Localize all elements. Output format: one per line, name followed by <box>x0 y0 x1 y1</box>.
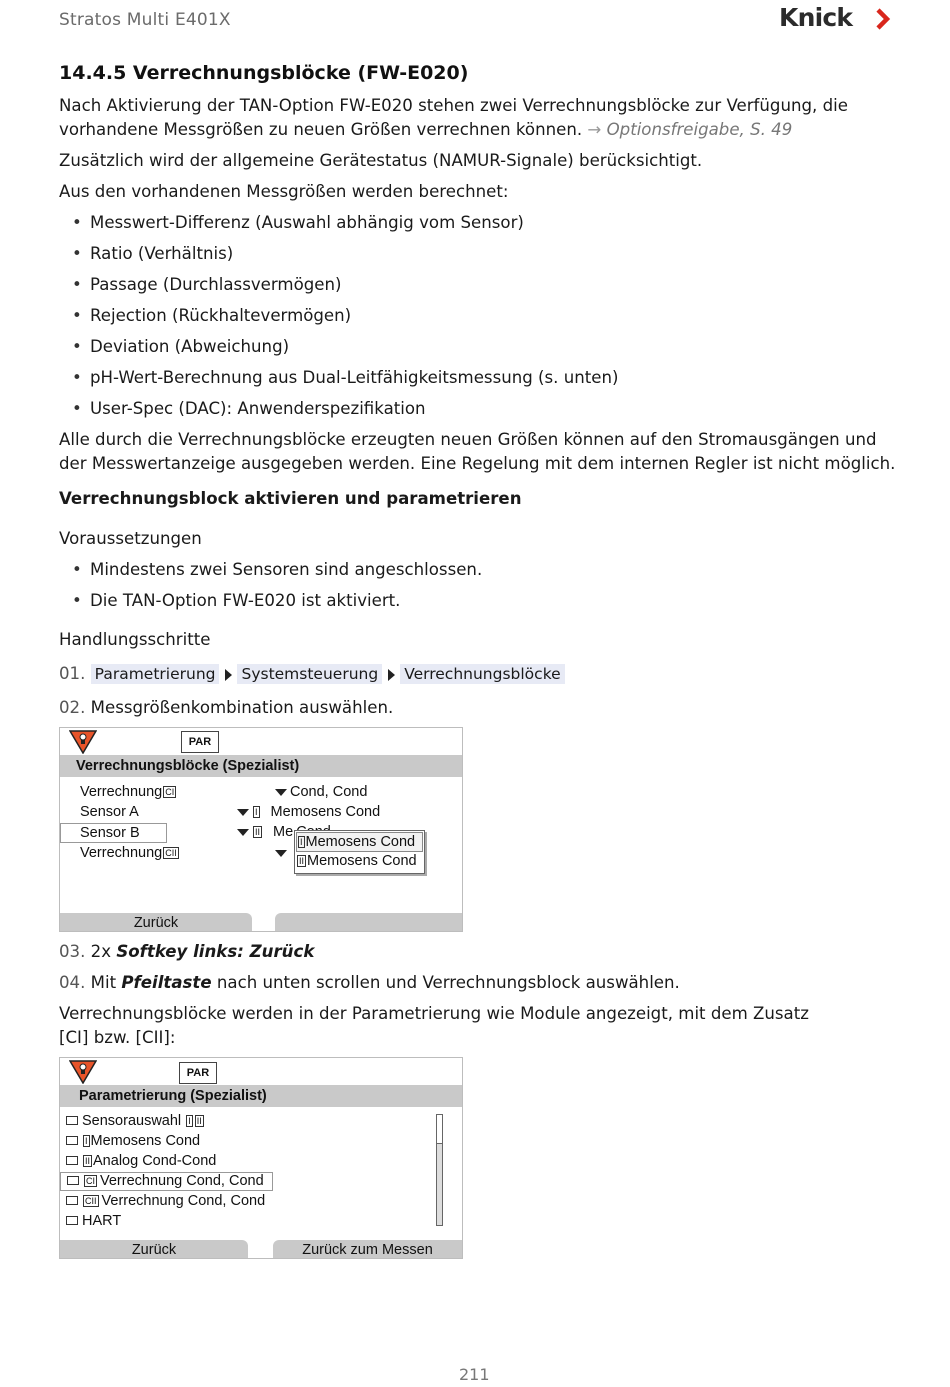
bullet-dot: • <box>72 213 82 232</box>
page-number: 211 <box>459 1365 490 1384</box>
dropdown-arrow-icon <box>237 829 249 836</box>
bullet-dot: • <box>72 399 82 418</box>
bullet-dot: • <box>72 368 82 387</box>
row-value-sensor-a[interactable]: I Memosens Cond <box>237 802 380 822</box>
sensor-ii-tag-icon: II <box>299 856 305 867</box>
par-mode-badge: PAR <box>179 1062 217 1084</box>
intro-line-2: vorhandene Messgrößen zu neuen Größen verrechnen können. → Optionsfreigabe, S. 49 <box>59 120 793 139</box>
step-number: 02. <box>59 698 86 717</box>
row-label-sensor-b[interactable]: Sensor B <box>60 823 167 843</box>
menu-item-sensorauswahl[interactable]: Sensorauswahl I II <box>66 1111 205 1131</box>
steps-title: Handlungsschritte <box>59 630 211 649</box>
step-2: 02. Messgrößenkombination auswählen. <box>59 698 394 717</box>
section-title: 14.4.5 Verrechnungsblöcke (FW-E020) <box>59 62 469 84</box>
step-1 <box>59 662 565 686</box>
device-screen-parametrierung <box>59 1057 463 1259</box>
par-mode-badge: PAR <box>181 731 219 753</box>
sensor-i-tag-icon: I <box>255 807 258 818</box>
row-value-verrechnung-cii[interactable] <box>275 843 290 863</box>
folder-edit-icon <box>66 1216 78 1225</box>
menu-path-parametrierung: Parametrierung <box>91 664 220 684</box>
sensor-ii-tag-icon: II <box>85 1156 91 1167</box>
softkey-left-back[interactable]: Zurück <box>60 1240 248 1258</box>
list-item: • User-Spec (DAC): Anwenderspezifikation <box>72 397 426 421</box>
sensor-ii-tag-icon: II <box>196 1116 202 1127</box>
step-3: 03. 2x Softkey links: Zurück <box>59 942 315 961</box>
scrollbar-thumb[interactable] <box>437 1115 442 1144</box>
folder-icon <box>66 1196 78 1205</box>
reference-arrow-icon: → <box>587 120 602 139</box>
specialist-warning-icon <box>69 730 97 754</box>
list-item: • Ratio (Verhältnis) <box>72 242 233 266</box>
subheading: Verrechnungsblock aktivieren und parametrieren <box>59 489 522 508</box>
paragraph-ci-cii: Verrechnungsblöcke werden in der Parametrierung wie Module angezeigt, mit dem Zusatz [CI] bzw. [CII]: <box>59 1004 809 1047</box>
bullet-dot: • <box>72 275 82 294</box>
bullet-dot: • <box>72 591 82 610</box>
screen-title: Parametrierung (Spezialist) <box>60 1085 462 1107</box>
softkey-left-back[interactable]: Zurück <box>60 913 252 931</box>
row-label-verrechnung-ci[interactable]: Verrechnung CI <box>80 784 175 800</box>
row-value-verrechnung-ci[interactable]: Cond, Cond <box>275 782 367 802</box>
menu-item-memosens-cond[interactable]: I Memosens Cond <box>66 1131 200 1151</box>
menu-item-verrechnung-ci[interactable]: CI Verrechnung Cond, Cond <box>60 1172 273 1191</box>
menu-path-systemsteuerung: Systemsteuerung <box>237 664 382 684</box>
folder-icon <box>66 1116 78 1125</box>
list-item: • Passage (Durchlassvermögen) <box>72 273 341 297</box>
screen-title: Verrechnungsblöcke (Spezialist) <box>60 755 462 777</box>
list-item: • Mindestens zwei Sensoren sind angeschlossen. <box>72 558 482 582</box>
document-header-title: Stratos Multi E401X <box>59 10 231 30</box>
softkey-right[interactable] <box>275 913 462 931</box>
brand-logo: Knick <box>779 3 853 32</box>
cross-reference-link[interactable]: Optionsfreigabe, S. 49 <box>606 120 793 139</box>
menu-item-verrechnung-cii[interactable]: CII Verrechnung Cond, Cond <box>66 1191 265 1211</box>
paragraph-namur: Zusätzlich wird der allgemeine Gerätestatus (NAMUR-Signale) berücksichtigt. <box>59 151 703 170</box>
list-item: • Deviation (Abweichung) <box>72 335 289 359</box>
bullet-dot: • <box>72 244 82 263</box>
scrollbar[interactable] <box>436 1114 443 1226</box>
cii-tag-icon: CII <box>85 1196 97 1207</box>
step-number: 04. <box>59 973 86 992</box>
sensor-i-tag-icon: I <box>300 837 303 848</box>
prerequisites-title: Voraussetzungen <box>59 529 202 548</box>
bullet-dot: • <box>72 306 82 325</box>
dropdown-arrow-icon <box>275 850 287 857</box>
caret-right-icon <box>388 669 395 681</box>
softkey-right-back-to-measure[interactable]: Zurück zum Messen <box>273 1240 462 1258</box>
sensor-i-tag-icon: I <box>188 1116 191 1127</box>
dropdown-option[interactable]: II Memosens Cond <box>299 853 417 869</box>
sensor-ii-tag-icon: II <box>255 827 261 838</box>
list-item: • Die TAN-Option FW-E020 ist aktiviert. <box>72 589 400 613</box>
paragraph-outputs: Alle durch die Verrechnungsblöcke erzeugten neuen Größen können auf den Stromausgängen und der Messwertanzeige ausgegeben werden. Eine Regelung mit dem internen Regler ist nicht möglich. <box>59 430 896 473</box>
folder-icon <box>66 1136 78 1145</box>
menu-path-verrechnungsbloecke: Verrechnungsblöcke <box>400 664 564 684</box>
ci-tag-icon: CI <box>165 787 175 798</box>
menu-item-hart[interactable]: HART <box>66 1211 121 1231</box>
intro-line-1: Nach Aktivierung der TAN-Option FW-E020 stehen zwei Verrechnungsblöcke zur Verfügung, die <box>59 96 848 115</box>
folder-icon <box>66 1156 78 1165</box>
step-number: 01. <box>59 664 86 683</box>
row-value-sensor-b[interactable]: II Me <box>237 822 331 842</box>
menu-item-analog-cond[interactable]: II Analog Cond-Cond <box>66 1151 216 1171</box>
caret-right-icon <box>225 669 232 681</box>
step-4: 04. Mit Pfeiltaste nach unten scrollen und Verrechnungsblock auswählen. <box>59 973 680 992</box>
cii-tag-icon: CII <box>165 848 177 859</box>
intro-paragraph <box>59 94 848 142</box>
dropdown-option[interactable]: I Memosens Cond <box>296 832 423 852</box>
sensor-dropdown-list <box>294 830 425 874</box>
bullet-dot: • <box>72 337 82 356</box>
list-item: • pH-Wert-Berechnung aus Dual-Leitfähigkeitsmessung (s. unten) <box>72 366 618 390</box>
dropdown-arrow-icon <box>237 809 249 816</box>
ci-tag-icon: CI <box>86 1176 95 1187</box>
bullet-dot: • <box>72 560 82 579</box>
paragraph-calc-intro: Aus den vorhandenen Messgrößen werden berechnet: <box>59 182 509 201</box>
list-item: • Rejection (Rückhaltevermögen) <box>72 304 351 328</box>
list-item: • Messwert-Differenz (Auswahl abhängig vom Sensor) <box>72 211 524 235</box>
chevron-right-icon <box>872 8 894 30</box>
row-label-verrechnung-cii[interactable]: Verrechnung CII <box>80 845 177 861</box>
step-number: 03. <box>59 942 86 961</box>
dropdown-arrow-icon <box>275 789 287 796</box>
row-label-sensor-a[interactable]: Sensor A <box>80 804 139 820</box>
device-screen-verrechnungsbloecke <box>59 727 463 932</box>
sensor-i-tag-icon: I <box>85 1136 88 1147</box>
specialist-warning-icon <box>69 1060 97 1084</box>
folder-icon <box>67 1176 79 1185</box>
